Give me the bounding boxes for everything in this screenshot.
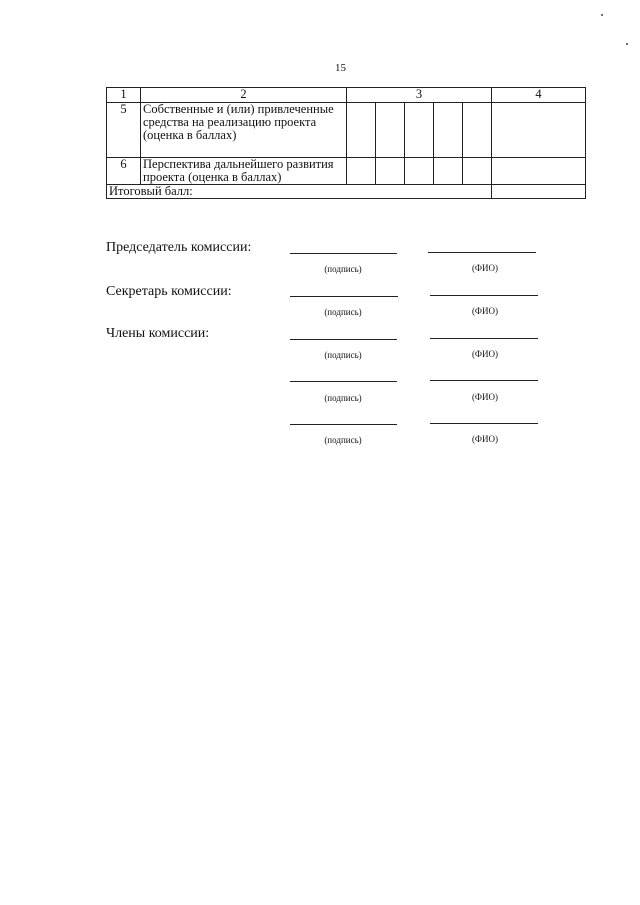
secretary-label: Секретарь комиссии:: [106, 284, 232, 299]
header-col-1: 1: [107, 88, 141, 103]
score-cell[interactable]: [347, 158, 376, 185]
criterion-text: Собственные и (или) привлеченные средства на реализацию проекта (оценка в баллах): [141, 103, 347, 158]
signature-caption: (подпись): [324, 307, 362, 317]
member-name-line[interactable]: [430, 380, 538, 381]
name-caption: (ФИО): [471, 349, 499, 359]
signature-caption: (подпись): [324, 264, 362, 274]
score-cell[interactable]: [376, 103, 405, 158]
table-row: [107, 103, 586, 158]
score-cell[interactable]: [434, 103, 463, 158]
evaluation-table: [106, 87, 586, 199]
header-col-3: 3: [347, 88, 492, 103]
score-cell[interactable]: [463, 103, 492, 158]
row-number: 5: [107, 103, 141, 158]
score-cell[interactable]: [434, 158, 463, 185]
signature-caption: (подпись): [324, 435, 362, 445]
header-col-2: 2: [141, 88, 347, 103]
page-number: 15: [335, 62, 346, 74]
signature-caption: (подпись): [324, 350, 362, 360]
score-cell[interactable]: [463, 158, 492, 185]
name-caption: (ФИО): [471, 392, 499, 402]
member-signature-line[interactable]: [290, 381, 397, 382]
member-name-line[interactable]: [430, 423, 538, 424]
member-signature-line[interactable]: [290, 339, 397, 340]
score-cell[interactable]: [347, 103, 376, 158]
row-number: 6: [107, 158, 141, 185]
header-col-4: 4: [492, 88, 586, 103]
total-label: Итоговый балл:: [107, 185, 492, 199]
criterion-text: Перспектива дальнейшего развития проекта (оценка в баллах): [141, 158, 347, 185]
member-signature-line[interactable]: [290, 424, 397, 425]
secretary-signature-line[interactable]: [290, 296, 398, 297]
total-value-cell[interactable]: [492, 185, 586, 199]
member-name-line[interactable]: [430, 338, 538, 339]
total-row: [107, 185, 586, 199]
secretary-name-line[interactable]: [430, 295, 538, 296]
name-caption: (ФИО): [471, 263, 499, 273]
name-caption: (ФИО): [471, 434, 499, 444]
result-cell[interactable]: [492, 158, 586, 185]
name-caption: (ФИО): [471, 306, 499, 316]
score-cell[interactable]: [405, 103, 434, 158]
chairman-signature-line[interactable]: [290, 253, 397, 254]
members-label: Члены комиссии:: [106, 326, 210, 341]
chairman-name-line[interactable]: [428, 252, 536, 253]
signature-caption: (подпись): [324, 393, 362, 403]
result-cell[interactable]: [492, 103, 586, 158]
scan-speck: [601, 14, 603, 16]
score-cell[interactable]: [376, 158, 405, 185]
chairman-label: Председатель комиссии:: [106, 240, 252, 255]
table-header-row: [107, 88, 586, 103]
table-row: [107, 158, 586, 185]
scan-speck: [626, 43, 628, 45]
score-cell[interactable]: [405, 158, 434, 185]
